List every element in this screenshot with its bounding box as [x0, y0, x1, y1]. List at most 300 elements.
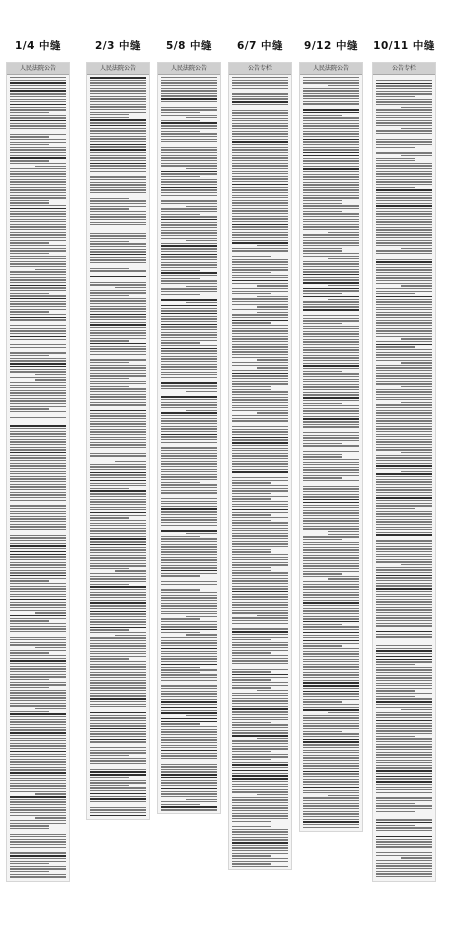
text-line — [303, 357, 359, 358]
text-line — [232, 596, 288, 597]
text-line — [232, 637, 288, 638]
text-line — [303, 819, 359, 820]
text-line — [10, 529, 66, 530]
text-line — [376, 516, 432, 517]
text-line — [376, 115, 432, 116]
text-line — [232, 213, 288, 214]
text-line — [232, 575, 288, 576]
text-line — [232, 620, 288, 621]
text-line — [161, 149, 217, 150]
text-line — [376, 664, 415, 665]
text-line — [90, 720, 146, 721]
text-line — [161, 181, 217, 182]
text-line — [35, 379, 66, 380]
text-line — [232, 773, 288, 774]
text-line — [10, 783, 66, 784]
text-line — [232, 685, 288, 686]
text-line — [232, 853, 288, 854]
text-line — [232, 586, 288, 587]
text-line — [232, 658, 288, 659]
text-line — [90, 509, 146, 510]
text-line — [376, 381, 432, 382]
text-line — [257, 794, 288, 795]
text-line — [10, 537, 66, 538]
text-line — [376, 330, 432, 331]
text-line — [161, 809, 217, 810]
text-line — [161, 699, 217, 700]
text-line — [232, 88, 288, 89]
text-line — [161, 431, 217, 432]
text-line — [10, 226, 66, 227]
text-line — [90, 340, 129, 341]
text-line — [161, 791, 217, 792]
text-line — [376, 720, 432, 722]
text-line — [303, 120, 359, 121]
text-line — [232, 381, 288, 382]
text-line — [90, 351, 146, 352]
text-line — [161, 283, 217, 284]
text-line — [90, 750, 146, 751]
text-line — [303, 323, 342, 324]
text-line — [10, 179, 66, 180]
text-line — [90, 354, 146, 355]
text-line — [10, 834, 66, 835]
text-line — [90, 493, 146, 494]
text-line — [303, 765, 359, 766]
text-line — [10, 551, 66, 553]
text-line — [232, 850, 288, 851]
text-line — [232, 218, 288, 219]
strip-body — [376, 77, 432, 879]
text-line — [10, 524, 66, 525]
text-line — [10, 333, 66, 334]
text-line — [232, 714, 288, 715]
text-line — [10, 809, 66, 810]
text-line — [10, 93, 66, 94]
text-line — [90, 512, 146, 514]
text-line — [161, 514, 217, 515]
text-line — [232, 221, 288, 222]
text-line — [90, 85, 146, 86]
text-line — [376, 117, 432, 118]
text-line — [232, 429, 288, 430]
text-line — [376, 463, 432, 464]
text-line — [303, 304, 359, 305]
text-line — [303, 544, 359, 545]
text-line — [161, 222, 217, 223]
text-line — [90, 760, 146, 761]
text-line — [161, 482, 200, 483]
text-line — [90, 332, 146, 333]
text-line — [161, 313, 217, 315]
text-line — [161, 366, 217, 367]
text-line — [10, 607, 66, 608]
text-line — [232, 267, 288, 268]
text-line — [232, 740, 288, 741]
text-line — [232, 578, 288, 579]
text-line — [10, 780, 66, 781]
text-line — [10, 481, 66, 482]
text-line — [376, 168, 432, 169]
text-line — [232, 181, 288, 182]
text-line — [376, 259, 432, 260]
text-line — [161, 402, 217, 403]
text-line — [376, 296, 432, 298]
text-line — [303, 360, 359, 361]
text-line — [376, 200, 432, 201]
text-line — [376, 277, 432, 278]
text-line — [303, 728, 359, 729]
text-line — [161, 155, 217, 156]
text-line — [90, 541, 146, 542]
text-line — [232, 711, 288, 712]
text-line — [90, 787, 146, 788]
text-line — [161, 726, 217, 727]
text-line — [10, 366, 66, 368]
text-line — [303, 717, 359, 718]
text-line — [10, 258, 66, 259]
text-line — [10, 602, 66, 603]
text-line — [161, 712, 217, 714]
text-line — [303, 648, 359, 649]
column-title: 10/11 中缝 — [373, 40, 435, 52]
text-line — [90, 314, 146, 316]
text-line — [232, 336, 288, 337]
text-line — [10, 395, 66, 396]
text-line — [232, 205, 288, 206]
text-line — [186, 799, 217, 800]
text-line — [90, 731, 146, 732]
text-line — [376, 449, 432, 450]
text-line — [376, 434, 432, 435]
text-line — [232, 346, 288, 347]
text-line — [10, 570, 66, 571]
text-line — [376, 685, 432, 686]
text-line — [376, 548, 432, 549]
text-line — [10, 847, 66, 848]
text-line — [10, 205, 66, 206]
text-line — [10, 778, 66, 779]
text-line — [303, 505, 359, 506]
text-line — [376, 604, 432, 605]
text-line — [161, 321, 217, 322]
text-line — [303, 699, 359, 700]
text-line — [90, 306, 146, 307]
text-line — [376, 746, 432, 747]
text-line — [90, 146, 146, 147]
text-line — [35, 647, 66, 648]
text-line — [10, 237, 66, 238]
text-line — [90, 93, 146, 94]
text-line — [10, 583, 66, 584]
text-line — [90, 777, 129, 778]
text-line — [376, 736, 415, 737]
text-line — [232, 85, 288, 86]
text-line — [90, 528, 146, 529]
text-line — [90, 637, 146, 638]
text-line — [161, 361, 217, 362]
text-line — [232, 232, 288, 233]
text-line — [90, 576, 146, 577]
text-line — [376, 261, 432, 263]
text-line — [161, 600, 217, 601]
text-line — [10, 874, 66, 875]
text-line — [303, 781, 359, 782]
text-line — [10, 117, 66, 118]
text-line — [376, 187, 415, 188]
text-line — [90, 373, 146, 374]
text-line — [10, 578, 66, 579]
text-line — [90, 669, 146, 670]
text-line — [303, 560, 359, 561]
text-line — [303, 344, 359, 345]
text-line — [232, 168, 288, 169]
text-line — [161, 195, 217, 196]
newspaper-strip — [228, 62, 292, 870]
text-line — [161, 98, 217, 100]
text-line — [161, 112, 200, 113]
text-line — [10, 620, 49, 621]
text-line — [90, 182, 146, 183]
text-line — [232, 512, 288, 513]
text-line — [401, 402, 432, 403]
text-line — [257, 690, 288, 691]
text-line — [90, 138, 146, 139]
text-line — [232, 778, 288, 780]
text-line — [232, 82, 288, 83]
text-line — [303, 408, 359, 409]
text-line — [90, 346, 146, 347]
text-line — [161, 731, 217, 732]
text-line — [303, 555, 359, 556]
text-line — [376, 529, 432, 530]
text-line — [10, 319, 66, 320]
text-line — [90, 621, 146, 622]
text-line — [90, 298, 146, 299]
text-line — [257, 296, 288, 297]
text-line — [232, 482, 271, 483]
text-line — [90, 410, 146, 412]
text-line — [303, 512, 359, 513]
text-line — [90, 733, 146, 734]
text-line — [161, 316, 217, 317]
text-line — [232, 434, 288, 435]
text-line — [303, 242, 359, 243]
text-line — [376, 93, 432, 94]
text-line — [232, 799, 288, 800]
text-line — [303, 768, 359, 769]
text-line — [90, 383, 146, 384]
text-line — [161, 173, 217, 174]
text-line — [161, 519, 217, 520]
text-line — [90, 157, 146, 158]
text-line — [10, 328, 66, 329]
text-line — [10, 494, 66, 495]
text-line — [161, 334, 217, 335]
text-line — [376, 99, 432, 100]
text-line — [232, 250, 288, 251]
text-line — [303, 626, 359, 627]
text-line — [10, 369, 66, 370]
text-line — [161, 453, 217, 454]
text-line — [303, 195, 359, 196]
text-line — [10, 123, 66, 124]
text-line — [10, 785, 66, 786]
text-line — [303, 720, 359, 721]
text-line — [90, 324, 146, 326]
text-line — [90, 90, 146, 91]
text-line — [232, 157, 288, 158]
text-line — [161, 648, 217, 650]
text-line — [232, 528, 288, 529]
text-line — [90, 624, 146, 625]
text-line — [303, 488, 359, 489]
text-line — [232, 256, 271, 257]
text-line — [10, 521, 66, 522]
text-line — [232, 259, 288, 260]
text-line — [303, 98, 359, 99]
text-line — [232, 304, 288, 305]
text-line — [232, 588, 288, 589]
text-line — [10, 221, 66, 222]
text-line — [303, 520, 359, 521]
text-line — [232, 541, 288, 542]
text-line — [303, 266, 359, 267]
text-line — [376, 394, 432, 395]
text-line — [10, 303, 66, 304]
text-line — [161, 109, 217, 110]
text-line — [161, 618, 200, 619]
text-line — [376, 803, 415, 804]
text-line — [90, 437, 146, 438]
text-line — [232, 240, 288, 241]
text-line — [232, 743, 288, 744]
text-line — [90, 365, 146, 366]
text-line — [10, 738, 66, 739]
text-line — [232, 248, 288, 249]
text-line — [232, 426, 288, 427]
text-line — [376, 754, 432, 755]
text-line — [10, 545, 66, 547]
text-line — [376, 876, 432, 877]
text-line — [303, 234, 359, 235]
text-line — [161, 613, 217, 614]
text-line — [161, 259, 217, 260]
text-line — [376, 407, 432, 408]
text-line — [90, 758, 146, 759]
text-line — [232, 826, 271, 827]
text-line — [376, 811, 415, 812]
text-line — [232, 647, 288, 648]
text-line — [161, 184, 217, 185]
text-line — [303, 192, 359, 193]
text-line — [161, 364, 217, 365]
text-line — [376, 733, 432, 734]
text-line — [376, 738, 432, 739]
text-line — [90, 219, 146, 220]
text-line — [10, 139, 66, 140]
text-line — [90, 472, 146, 474]
text-line — [10, 444, 66, 445]
text-line — [161, 723, 200, 724]
text-line — [161, 337, 217, 338]
text-line — [232, 224, 288, 226]
text-line — [90, 104, 146, 105]
text-line — [376, 481, 432, 482]
text-line — [303, 410, 359, 411]
text-line — [10, 586, 66, 587]
text-line — [10, 682, 66, 683]
text-line — [10, 559, 66, 560]
text-line — [303, 552, 359, 553]
text-line — [303, 547, 359, 548]
text-line — [232, 623, 288, 624]
text-line — [10, 282, 66, 283]
text-line — [10, 171, 66, 172]
text-line — [376, 354, 432, 355]
text-line — [161, 377, 217, 378]
text-line — [376, 141, 432, 142]
text-line — [303, 682, 359, 684]
text-line — [232, 378, 288, 379]
text-line — [10, 173, 66, 174]
text-line — [161, 490, 217, 491]
text-line — [232, 165, 288, 166]
text-line — [161, 592, 217, 593]
text-line — [232, 407, 288, 408]
text-line — [90, 381, 146, 382]
text-line — [303, 613, 359, 614]
text-line — [376, 505, 432, 506]
text-line — [10, 828, 49, 829]
text-line — [303, 141, 359, 142]
text-line — [90, 176, 146, 177]
text-line — [10, 615, 66, 617]
text-line — [232, 634, 288, 635]
text-line — [161, 136, 217, 137]
text-line — [10, 245, 66, 246]
text-line — [161, 272, 217, 274]
text-line — [303, 605, 359, 606]
text-line — [90, 211, 146, 212]
text-line — [232, 612, 288, 613]
text-line — [232, 591, 288, 593]
text-line — [303, 491, 359, 492]
text-line — [161, 536, 200, 537]
text-line — [232, 815, 288, 816]
text-line — [161, 308, 217, 309]
text-line — [232, 125, 288, 126]
text-line — [376, 696, 415, 697]
text-line — [90, 133, 146, 134]
text-line — [161, 133, 217, 134]
text-line — [232, 210, 288, 211]
text-line — [376, 556, 432, 557]
text-line — [10, 666, 66, 667]
text-line — [303, 637, 359, 638]
text-line — [10, 189, 66, 190]
text-line — [90, 155, 146, 156]
text-line — [303, 176, 359, 177]
text-line — [10, 344, 66, 345]
text-line — [10, 261, 66, 262]
text-line — [232, 786, 288, 787]
text-line — [10, 120, 66, 122]
text-line — [303, 328, 359, 329]
text-line — [161, 508, 217, 510]
text-line — [376, 532, 432, 533]
text-line — [232, 197, 288, 198]
